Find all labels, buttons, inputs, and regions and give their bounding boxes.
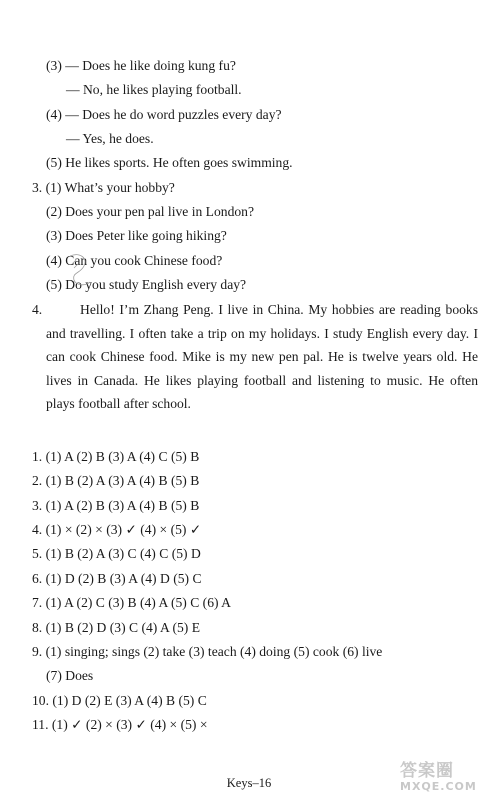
answer-row-9-cont: (7) Does (46, 668, 94, 683)
answer-line-3-q4-reply: — Yes, he does. (66, 131, 154, 146)
answer-row-4: 4. (1) × (2) × (3) ✓ (4) × (5) ✓ (32, 522, 202, 537)
answer-line-4-q3: (3) Does Peter like going hiking? (46, 228, 227, 243)
answer-line-3-q3: (3) — Does he like doing kung fu? (46, 58, 236, 73)
answer-row-1: 1. (1) A (2) B (3) A (4) C (5) B (32, 449, 200, 464)
answer-row-8: 8. (1) B (2) D (3) C (4) A (5) E (32, 620, 201, 635)
answer-line-4-q2: (2) Does your pen pal live in London? (46, 204, 255, 219)
answer-row-10: 10. (1) D (2) E (3) A (4) B (5) C (32, 693, 207, 708)
pencil-scribble (66, 250, 96, 290)
answer-row-7: 7. (1) A (2) C (3) B (4) A (5) C (6) A (32, 595, 231, 610)
answer-line-3-q5: (5) He likes sports. He often goes swimming. (46, 155, 293, 170)
watermark-logo: 答案圈 MXQE.COM (400, 761, 477, 793)
answer-row-3: 3. (1) A (2) B (3) A (4) B (5) B (32, 498, 200, 513)
answer-line-3-q3-reply: — No, he likes playing football. (66, 82, 242, 97)
answer-line-3-q4: (4) — Does he do word puzzles every day? (46, 107, 282, 122)
answer-row-9: 9. (1) singing; sings (2) take (3) teach (4) doing (5) cook (6) live (32, 644, 383, 659)
answer-row-2: 2. (1) B (2) A (3) A (4) B (5) B (32, 473, 200, 488)
answer-paragraph: Hello! I’m Zhang Peng. I live in China. My hobbies are reading books and travelling. I often take a trip on my holidays. I study English every day. I can cook Chinese food. Mike is my new pen pal. He is twelve years old. He lives in Canada. He likes playing football and listening to music. He often plays football after school. (46, 302, 478, 412)
answer-line-4-q4: (4) Can you cook Chinese food? (46, 253, 223, 268)
answer-row-5: 5. (1) B (2) A (3) C (4) C (5) D (32, 546, 201, 561)
page-footer: Keys–16 (226, 776, 272, 790)
answer-row-11: 11. (1) ✓ (2) × (3) ✓ (4) × (5) × (32, 717, 208, 732)
paragraph-number: 4. (32, 302, 43, 317)
answer-line-4-q1: 3. (1) What’s your hobby? (32, 180, 175, 195)
answer-line-4-q5: (5) Do you study English every day? (46, 277, 247, 292)
answer-row-6: 6. (1) D (2) B (3) A (4) D (5) C (32, 571, 202, 586)
